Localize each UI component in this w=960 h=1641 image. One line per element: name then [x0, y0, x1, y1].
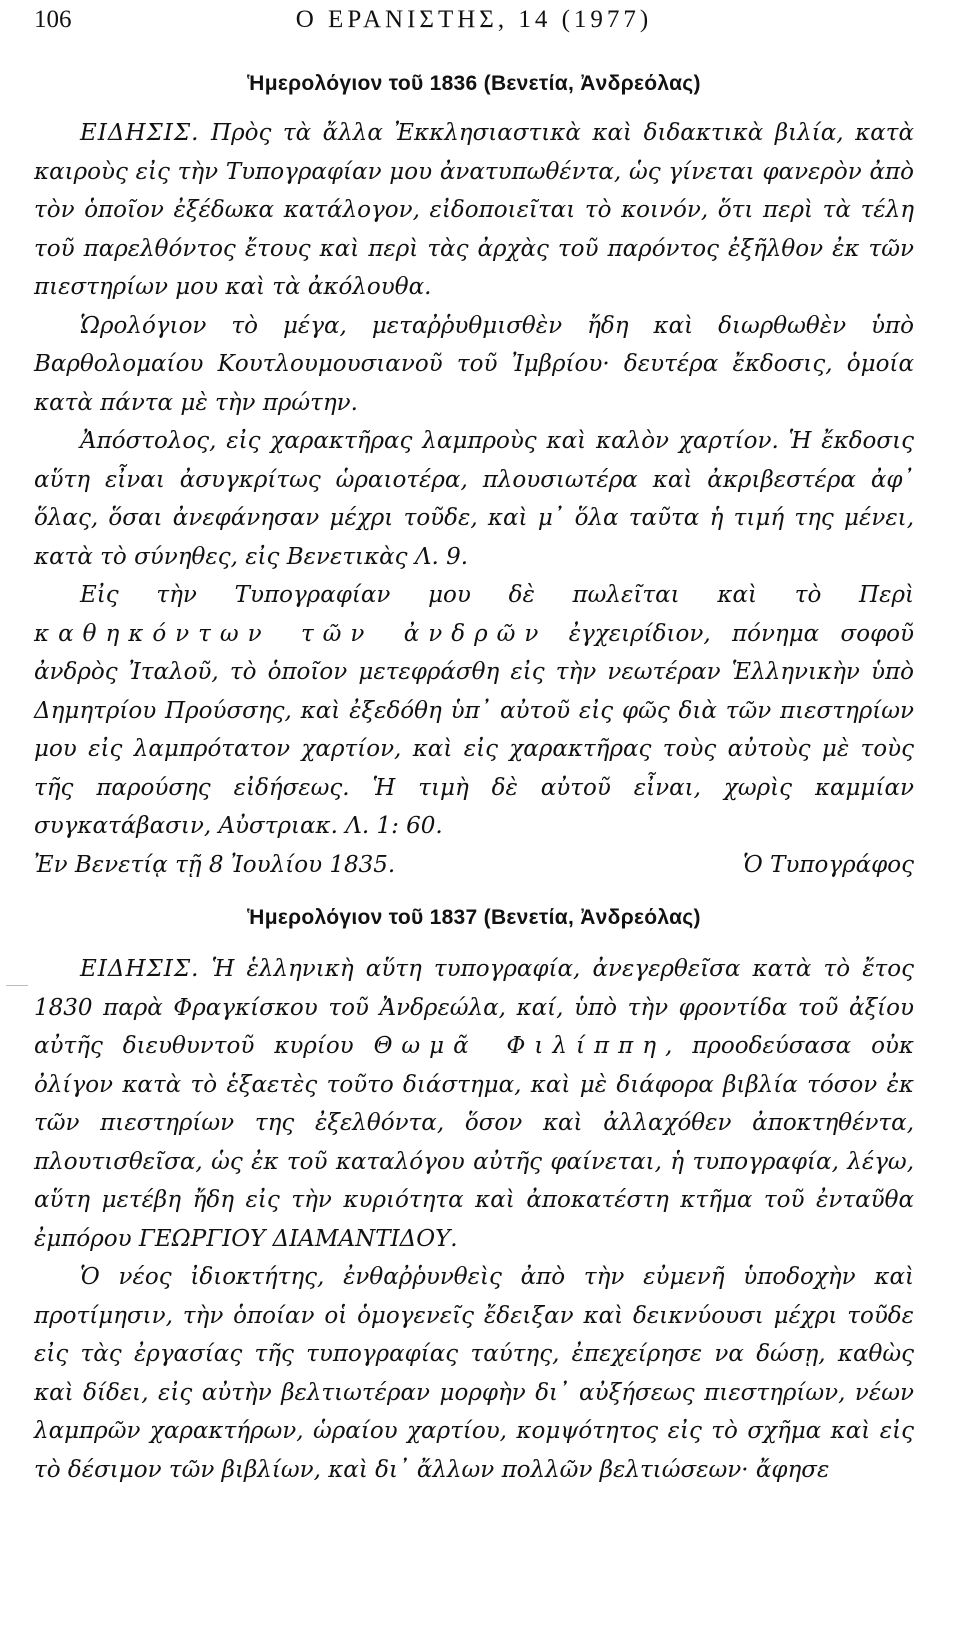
paragraph-apostolos: Ἀπόστολος, εἰς χαρακτῆρας λαμπροὺς καὶ καλὸν χαρτίον. Ἡ ἔκδοσις αὕτη εἶναι ἀσυγκρίτως ὡραιοτέρα, πλουσιωτέρα καὶ ἀκριβεστέρα ἀφ᾿ ὅλας, ὅσαι ἀνεφάνησαν μέχρι τοῦδε, καὶ μ᾿ ὅλα ταῦτα ἡ τιμή της μένει, κατὰ τὸ σύνηθες, εἰς Βενετικὰς Λ. 9.: [34, 428, 914, 570]
running-head: [34, 6, 914, 46]
notice-lead-word-1837: ΕΙΔΗΣΙΣ.: [80, 956, 200, 982]
notice-1837-text-a: Ἡ ἑλληνικὴ αὕτη τυπογραφία, ἀνεγερθεῖσα κατὰ τὸ ἔτος 1830 παρὰ Φραγκίσκου τοῦ Ἀνδρεώλα, καί, ὑπὸ τὴν φροντίδα τοῦ ἀξίου αὐτῆς διευθυντοῦ κυρίου: [34, 956, 914, 1059]
signoff-1836: [34, 846, 914, 885]
journal-title: Ο ΕΡΑΝΙΣΤΗΣ, 14 (1977): [295, 6, 653, 33]
margin-mark: [6, 985, 28, 986]
director-name-spaced: Θωμᾶ Φιλίππη: [373, 1033, 666, 1059]
manual-text-a: Εἰς τὴν Τυπογραφίαν μου δὲ πωλεῖται καὶ τὸ Περὶ: [80, 582, 914, 608]
manual-title-spaced: καθηκόντων τῶν ἀνδρῶν: [34, 620, 548, 647]
paragraph-notice-1837: [34, 950, 914, 1258]
document-page: [34, 0, 914, 1489]
section-heading-1837: Ἡμερολόγιον τοῦ 1837 (Βενετία, Ἀνδρεόλας): [247, 906, 701, 929]
paragraph-notice-1836: [34, 114, 914, 307]
paragraph-new-owner: Ὁ νέος ἰδιοκτήτης, ἐνθαῤῥυνθεὶς ἀπὸ τὴν εὐμενῆ ὑποδοχὴν καὶ προτίμησιν, τὴν ὁποίαν οἱ ὁμογενεῖς ἔδειξαν καὶ δεικνύουσι μέχρι τοῦδε εἰς τὰς ἐργασίας τῆς τυπογραφίας ταύτης, ἐπεχείρησε να δώσῃ, καθὼς καὶ δίδει, εἰς αὐτὴν βελτιωτέραν μορφὴν δι᾿ αὐξήσεως πιεστηρίων, νέων λαμπρῶν χαρακτήρων, ὡραίου χαρτίου, κομψότητος εἰς τὸ σχῆμα καὶ εἰς τὸ δέσιμον τῶν βιβλίων, καὶ δι᾿ ἄλλων πολλῶν βελτιώσεων· ἄφησε: [34, 1264, 914, 1483]
section-heading-1836: Ἡμερολόγιον τοῦ 1836 (Βενετία, Ἀνδρεόλας): [247, 72, 701, 95]
signature: Ὁ Τυπογράφος: [743, 851, 914, 878]
paragraph-horologion: Ὡρολόγιον τὸ μέγα, μεταῤῥυθμισθὲν ἤδη καὶ διωρθωθὲν ὑπὸ Βαρθολομαίου Κουτλουμουσιανοῦ τοῦ Ἰμβρίου· δευτέρα ἔκδοσις, ὁμοία κατὰ πάντα μὲ τὴν πρώτην.: [34, 312, 914, 416]
notice-lead-word: ΕΙΔΗΣΙΣ.: [80, 120, 200, 146]
notice-1837-text-b: , προοδεύσασα οὐκ ὀλίγον κατὰ τὸ ἑξαετὲς τοῦτο διάστημα, καὶ μὲ διάφορα βιβλία τόσον ἐκ τῶν πιεστηρίων της ἐξελθόντα, ὅσον καὶ ἀλλαχόθεν ἀποκτηθέντα, πλουτισθεῖσα, ὡς ἐκ τοῦ καταλόγου αὐτῆς φαίνεται, ἡ τυπογραφία, λέγω, αὕτη μετέβη ἤδη εἰς τὴν κυριότητα καὶ ἀποκατέστη κτῆμα τοῦ ἐνταῦθα ἐμπόρου ΓΕΩΡΓΙΟΥ ΔΙΑΜΑΝΤΙΔΟΥ.: [34, 1033, 914, 1252]
notice-text: Πρὸς τὰ ἄλλα Ἐκκλησιαστικὰ καὶ διδακτικὰ βιλία, κατὰ καιροὺς εἰς τὴν Τυπογραφίαν μου ἀνατυπωθέντα, ὡς γίνεται φανερὸν ἀπὸ τὸν ὁποῖον ἐξέδωκα κατάλογον, εἰδοποιεῖται τὸ κοινόν, ὅτι περὶ τὰ τέλη τοῦ παρελθόντος ἔτους καὶ περὶ τὰς ἀρχὰς τοῦ παρόντος ἐξῆλθον ἐκ τῶν πιεστηρίων μου καὶ τὰ ἀκόλουθα.: [34, 120, 914, 300]
page-number: 106: [34, 6, 72, 33]
paragraph-manual: [34, 576, 914, 846]
place-date: Ἐν Βενετίᾳ τῇ 8 Ἰουλίου 1835.: [34, 851, 396, 878]
manual-text-b: ἐγχειρίδιον, πόνημα σοφοῦ ἀνδρὸς Ἰταλοῦ, τὸ ὁποῖον μετεφράσθη εἰς τὴν νεωτέραν Ἑλληνικὴν ὑπὸ Δημητρίου Προύσσης, καὶ ἐξεδόθη ὑπ᾿ αὐτοῦ εἰς φῶς διὰ τῶν πιεστηρίων μου εἰς λαμπρότατον χαρτίον, καὶ εἰς χαρακτῆρας τοὺς αὐτοὺς μὲ τοὺς τῆς παρούσης εἰδήσεως. Ἡ τιμὴ δὲ αὐτοῦ εἶναι, χωρὶς καμμίαν συγκατάβασιν, Αὐστριακ. Λ. 1: 60.: [34, 620, 915, 839]
